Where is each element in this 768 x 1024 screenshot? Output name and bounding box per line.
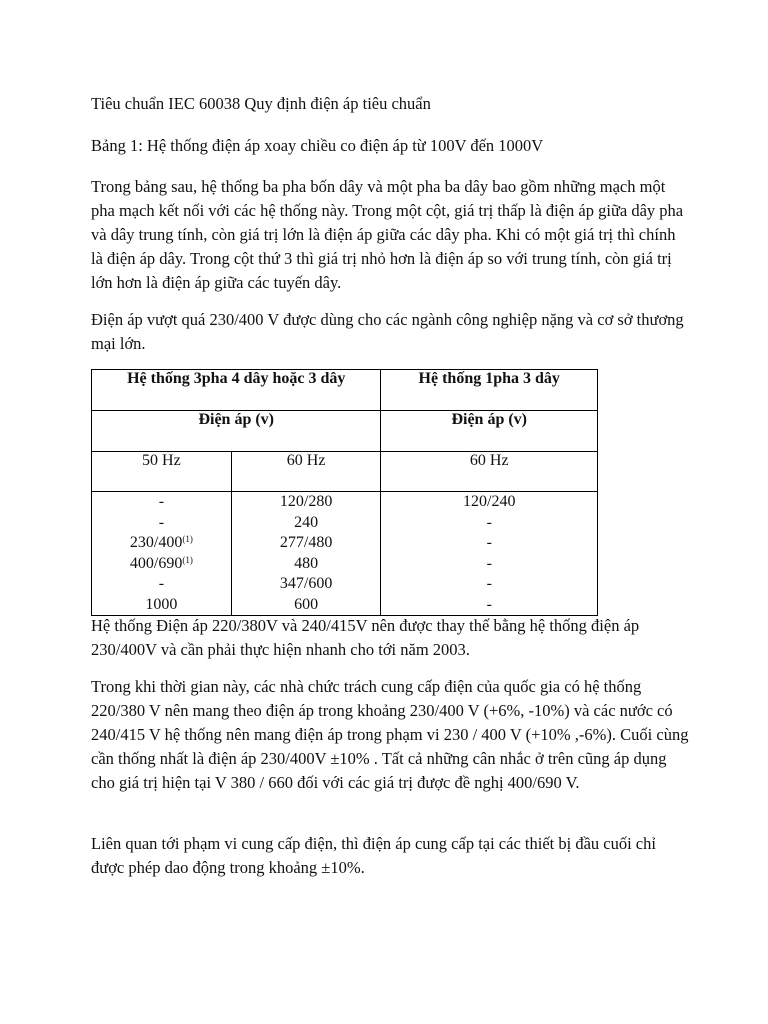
value-text: - bbox=[158, 513, 165, 531]
transition-paragraph: Hệ thống Điện áp 220/380V và 240/415V nên được thay thế bằng hệ thống điện áp 230/400V và cần phải thực hiện nhanh cho tới năm 2003. bbox=[91, 616, 640, 659]
freq-3phase-50hz: 50 Hz bbox=[92, 452, 232, 492]
value-60hz-3phase: 600 bbox=[294, 595, 319, 613]
value-text: - bbox=[158, 493, 165, 510]
value-50hz bbox=[92, 595, 231, 616]
value-50hz bbox=[92, 554, 231, 575]
value-50hz bbox=[92, 513, 231, 534]
footnote-mark: (1) bbox=[182, 534, 193, 544]
value-60hz-1phase: - bbox=[486, 554, 492, 572]
value-60hz-3phase: 120/280 bbox=[279, 493, 333, 510]
values-60hz-3phase-cell bbox=[231, 492, 381, 616]
value-60hz-1phase: - bbox=[486, 575, 492, 592]
voltage-table bbox=[91, 369, 598, 616]
values-60hz-1phase-cell bbox=[381, 492, 598, 616]
table-caption: Bảng 1: Hệ thống điện áp xoay chiều co điện áp từ 100V đến 1000V bbox=[91, 136, 544, 155]
supply-range-paragraph: Liên quan tới phạm vi cung cấp điện, thì điện áp cung cấp tại các thiết bị đầu cuối chỉ được phép dao động trong khoảng ±10%. bbox=[91, 834, 656, 877]
voltage-label-3phase: Điện áp (v) bbox=[92, 411, 381, 452]
table-voltage-row bbox=[92, 411, 598, 452]
value-50hz bbox=[92, 574, 231, 595]
header-3phase: Hệ thống 3pha 4 dây hoặc 3 dây bbox=[92, 370, 381, 411]
value-50hz bbox=[92, 533, 231, 554]
value-60hz-3phase: 480 bbox=[294, 554, 319, 572]
value-60hz-1phase: 120/240 bbox=[463, 493, 516, 510]
value-60hz-1phase: - bbox=[486, 534, 492, 551]
values-50hz-list bbox=[92, 492, 231, 615]
table-values-row bbox=[92, 492, 598, 616]
freq-3phase-60hz: 60 Hz bbox=[231, 452, 381, 492]
intro-paragraph: Trong bảng sau, hệ thống ba pha bốn dây và một pha ba dây bao gồm những mạch một pha mạch kết nối với các hệ thống này. Trong một cột, giá trị thấp là điện áp giữa dây pha và dây trung tính, còn giá trị lớn là điện áp giữa các dây pha. Khi có một giá trị thì chính là điện áp dây. Trong cột thứ 3 thì giá trị nhỏ hơn là điện áp so với trung tính, còn giá trị lớn hơn là điện áp giữa các tuyến dây. bbox=[91, 177, 684, 292]
value-60hz-3phase: 347/600 bbox=[279, 575, 333, 592]
table-frequency-row bbox=[92, 452, 598, 492]
value-60hz-1phase: - bbox=[486, 513, 492, 531]
value-60hz-3phase: 277/480 bbox=[279, 534, 333, 551]
value-text: 230/400 bbox=[129, 534, 183, 551]
header-1phase: Hệ thống 1pha 3 dây bbox=[381, 370, 598, 411]
voltage-label-1phase: Điện áp (v) bbox=[381, 411, 598, 452]
freq-1phase-60hz: 60 Hz bbox=[381, 452, 598, 492]
value-60hz-3phase: 240 bbox=[294, 513, 319, 531]
footnote-mark: (1) bbox=[182, 554, 193, 565]
tolerance-paragraph: Trong khi thời gian này, các nhà chức trách cung cấp điện của quốc gia có hệ thống 220/380 V nên mang theo điện áp trong khoảng 230/400 V (+6%, -10%) và các nước có 240/415 V hệ thống nên mang điện áp trong phạm vi 230 / 400 V (+10% ,-6%). Cuối cùng cần thống nhất là điện áp 230/400V ±10% . Tất cả những cân nhắc ở trên cũng áp dụng cho giá trị hiện tại V 380 / 660 đối với các giá trị được đề nghị 400/690 V. bbox=[91, 677, 689, 792]
values-60hz-3phase-list bbox=[232, 492, 381, 615]
values-50hz-cell bbox=[92, 492, 232, 616]
value-text: 400/690 bbox=[129, 554, 183, 572]
value-50hz bbox=[92, 492, 231, 513]
document-title: Tiêu chuẩn IEC 60038 Quy định điện áp tiêu chuẩn bbox=[91, 94, 431, 113]
value-text: - bbox=[158, 575, 165, 592]
values-60hz-1phase-list bbox=[381, 492, 597, 615]
value-60hz-1phase: - bbox=[486, 595, 492, 613]
value-text: 1000 bbox=[145, 595, 178, 613]
table-header-row bbox=[92, 370, 598, 411]
note-paragraph: Điện áp vượt quá 230/400 V được dùng cho các ngành công nghiệp nặng và cơ sở thương mại lớn. bbox=[91, 310, 684, 353]
